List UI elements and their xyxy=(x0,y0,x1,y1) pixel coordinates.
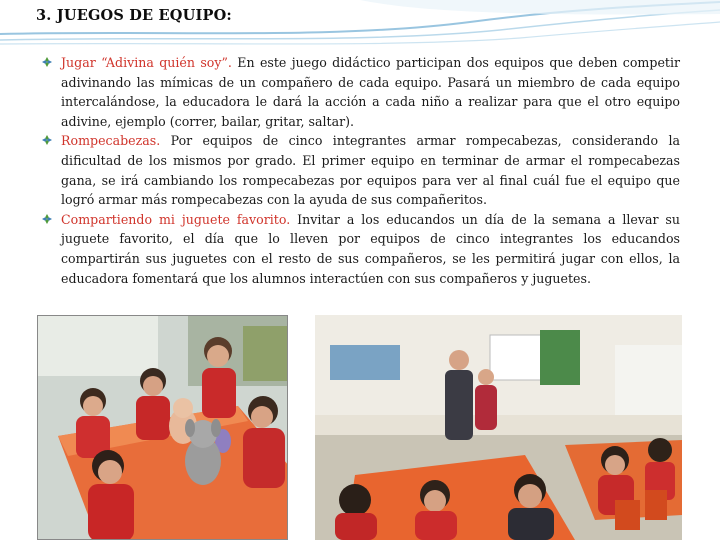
classroom-photo-toys-image xyxy=(38,316,288,540)
slide-title: 3. JUEGOS DE EQUIPO: xyxy=(36,7,232,24)
diamond-bullet-icon xyxy=(40,53,54,71)
bullet-highlight: Compartiendo mi juguete favorito. xyxy=(61,211,291,227)
bullet-text: En este juego didáctico participan dos equipos que deben competir adivinando las mímicas de un compañero de cada equipo. Pasará un miembro de cada equipo intercalándose, la educadora le dará la acción a cada niño a realizar para que el otro equipo adivine, ejemplo (correr, bailar, gritar, saltar). xyxy=(61,55,680,129)
classroom-photo-toys xyxy=(37,315,288,540)
bullet-item-juguete xyxy=(40,210,680,288)
bullet-list xyxy=(40,53,680,288)
bullet-item-rompecabezas xyxy=(40,131,680,209)
bullet-text: Por equipos de cinco integrantes armar rompecabezas, considerando la dificultad de los mismos por grado. El primer equipo en terminar de armar el rompecabezas gana, se irá cambiando los rompecabezas por equipos para ver al final cuál fue el equipo que logró armar más rompecabezas con la ayuda de sus compañeritos. xyxy=(61,133,680,208)
bullet-text: Invitar a los educandos un día de la semana a llevar su juguete favorito, el día que lo lleven por equipos de cinco integrantes los educandos compartirán sus juguetes con el resto de sus compañeros, se les permitirá jugar con ellos, la educadora fomentará que los alumnos interactúen con sus compañeros y juguetes. xyxy=(61,211,680,286)
classroom-photo-teams xyxy=(315,315,682,540)
diamond-bullet-icon xyxy=(40,210,54,228)
classroom-photo-teams-image xyxy=(315,315,682,540)
diamond-bullet-icon xyxy=(40,131,54,149)
bullet-item-adivina xyxy=(40,53,680,131)
bullet-highlight: Jugar “Adivina quién soy”. xyxy=(61,55,232,70)
bullet-highlight: Rompecabezas. xyxy=(61,133,161,149)
